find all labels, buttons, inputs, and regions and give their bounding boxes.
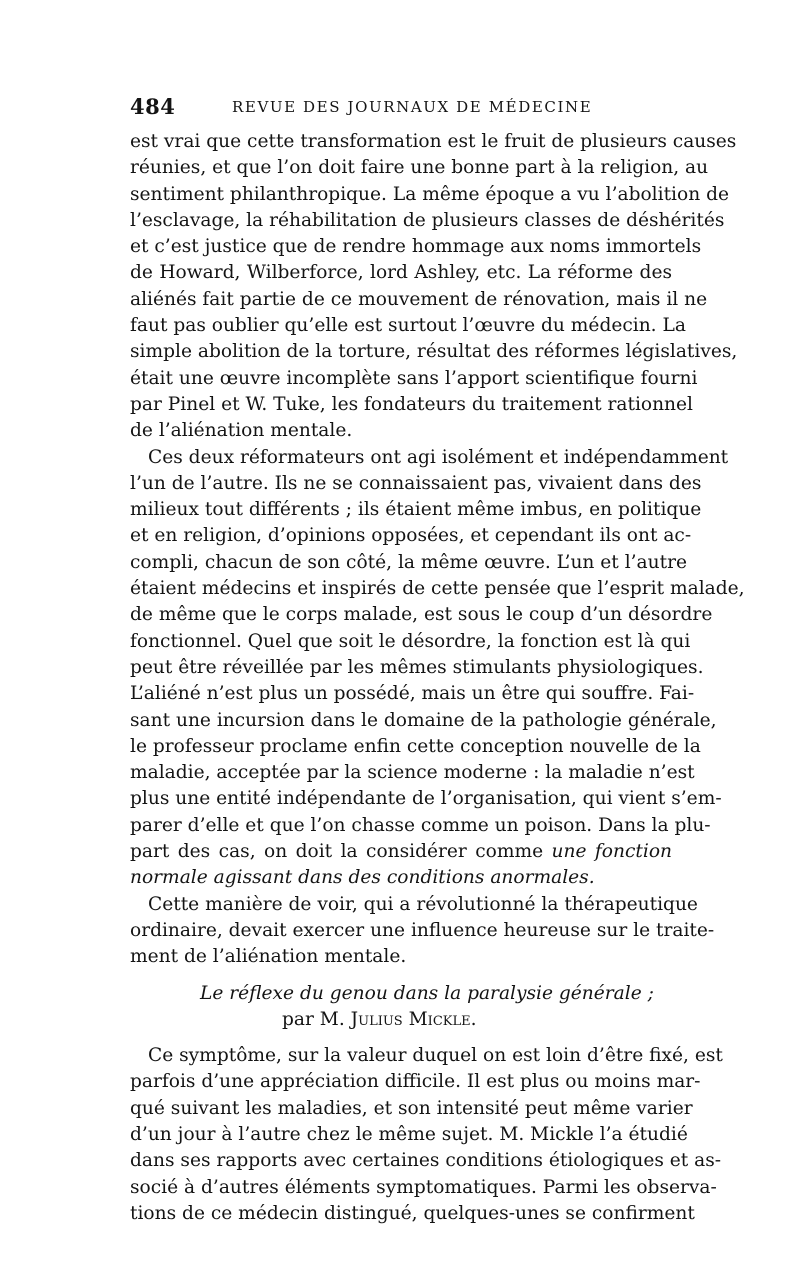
text-line: et en religion, d’opinions opposées, et cependant ils ont ac-	[130, 525, 692, 547]
text-line: de même que le corps malade, est sous le coup d’un désordre	[130, 604, 713, 626]
text-line: Ces deux réformateurs ont agi isolément et indépendamment	[148, 446, 729, 468]
text-line: de Howard, Wilberforce, lord Ashley, etc. La réforme des	[130, 262, 672, 284]
text-line: L’aliéné n’est plus un possédé, mais un être qui souffre. Fai-	[130, 683, 695, 705]
text-line: Ce symptôme, sur la valeur duquel on est loin d’être fixé, est	[148, 1045, 723, 1067]
section-gap	[130, 971, 672, 981]
page-header	[130, 94, 672, 122]
text-line: compli, chacun de son côté, la même œuvre. L’un et l’autre	[130, 551, 687, 573]
text-line: socié à d’autres éléments symptomatiques. Parmi les observa-	[130, 1176, 717, 1198]
text-segment: part des cas, on doit la considérer comme	[130, 841, 544, 863]
body-text	[130, 129, 745, 1227]
text-line: simple abolition de la torture, résultat des réformes législatives,	[130, 341, 738, 363]
text-line: maladie, acceptée par la science moderne : la maladie n’est	[130, 762, 695, 784]
text-line: Cette manière de voir, qui a révolutionné la thérapeutique	[148, 893, 698, 915]
article-byline	[130, 1007, 672, 1033]
italic-line: normale agissant dans des conditions anormales.	[130, 867, 595, 889]
text-line: qué suivant les maladies, et son intensité peut même varier	[130, 1097, 693, 1119]
text-line: réunies, et que l’on doit faire une bonne part à la religion, au	[130, 157, 709, 179]
text-line: milieux tout différents ; ils étaient même imbus, en politique	[130, 499, 702, 521]
text-line: parfois d’une appréciation difficile. Il est plus ou moins mar-	[130, 1071, 701, 1093]
text-line: l’esclavage, la réhabilitation de plusieurs classes de déshérités	[130, 209, 725, 231]
running-title: REVUE DES JOURNAUX DE MÉDECINE	[232, 98, 593, 116]
text-line: parer d’elle et que l’on chasse comme un poison. Dans la plu-	[130, 814, 711, 836]
page-number: 484	[130, 94, 176, 119]
text-line: peut être réveillée par les mêmes stimulants physiologiques.	[130, 656, 704, 678]
byline-prefix: par M.	[282, 1008, 345, 1030]
text-line: était une œuvre incomplète sans l’apport scientifique fourni	[130, 367, 698, 389]
text-line: étaient médecins et inspirés de cette pensée que l’esprit malade,	[130, 578, 745, 600]
text-line: le professeur proclame enfin cette conception nouvelle de la	[130, 735, 701, 757]
text-line: et c’est justice que de rendre hommage aux noms immortels	[130, 236, 702, 258]
text-line: faut pas oublier qu’elle est surtout l’œuvre du médecin. La	[130, 315, 686, 337]
author-last-name: Mickle.	[408, 1008, 477, 1030]
text-line: plus une entité indépendante de l’organisation, qui vient s’em-	[130, 788, 722, 810]
text-line: sentiment philanthropique. La même époque a vu l’abolition de	[130, 183, 729, 205]
section-gap	[130, 1033, 672, 1043]
text-line: d’un jour à l’autre chez le même sujet. M. Mickle l’a étudié	[130, 1123, 688, 1145]
text-line: par Pinel et W. Tuke, les fondateurs du traitement rationnel	[130, 393, 693, 415]
text-line-mixed	[130, 839, 672, 865]
text-line: dans ses rapports avec certaines conditions étiologiques et as-	[130, 1150, 722, 1172]
text-line: ment de l’aliénation mentale.	[130, 946, 407, 968]
text-line: ordinaire, devait exercer une influence heureuse sur le traite-	[130, 919, 715, 941]
text-line: fonctionnel. Quel que soit le désordre, la fonction est là qui	[130, 630, 691, 652]
text-line: tions de ce médecin distingué, quelques-unes se confirment	[130, 1202, 695, 1224]
article-title: Le réflexe du genou dans la paralysie générale ;	[200, 982, 654, 1004]
text-line: l’un de l’autre. Ils ne se connaissaient pas, vivaient dans des	[130, 472, 702, 494]
text-line: de l’aliénation mentale.	[130, 420, 353, 442]
text-line: est vrai que cette transformation est le fruit de plusieurs causes	[130, 131, 737, 152]
author-first-name: Julius	[350, 1008, 403, 1030]
text-line: aliénés fait partie de ce mouvement de rénovation, mais il ne	[130, 288, 708, 310]
italic-phrase: une fonction	[551, 841, 672, 863]
text-line: sant une incursion dans le domaine de la pathologie générale,	[130, 709, 717, 731]
